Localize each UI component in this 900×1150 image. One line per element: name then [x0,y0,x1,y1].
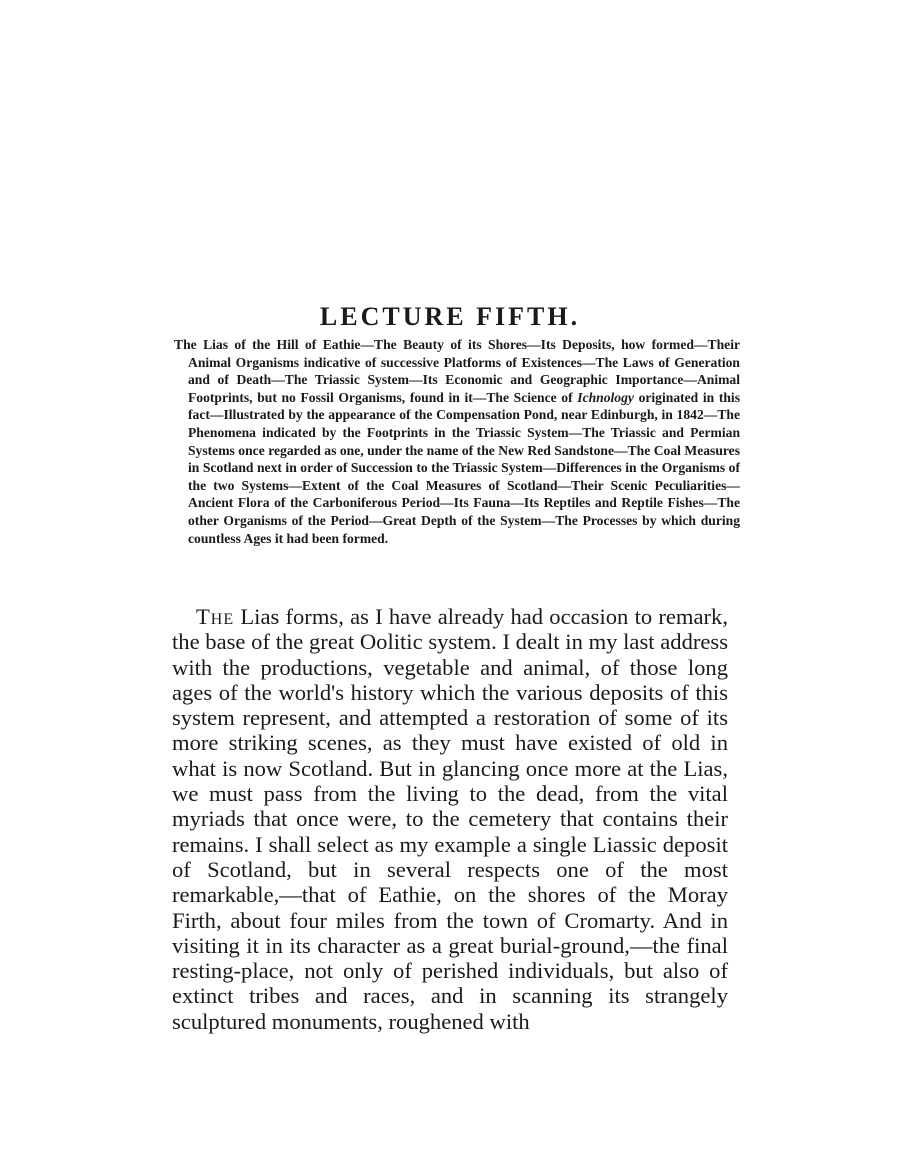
body-paragraph [172,604,728,1034]
body-paragraph-text: Lias forms, as I have already had occasion to remark, the base of the great Oolitic system. I dealt in my last address with the productions, vegetable and animal, of those long ages of the world's history which the various deposits of this system represent, and attempted a restoration of some of its more striking scenes, as they must have existed of old in what is now Scotland. But in glancing once more at the Lias, we must pass from the living to the dead, from the vital myriads that once were, to the cemetery that contains their remains. I shall select as my example a single Liassic deposit of Scotland, but in several respects one of the most remarkable,—that of Eathie, on the shores of the Moray Firth, about four miles from the town of Cromarty. And in visiting it in its character as a great burial-ground,—the final resting-place, not only of perished individuals, but also of extinct tribes and races, and in scanning its strangely sculptured monuments, roughened with [172,604,728,1034]
summary-text-end: originated in this fact—Illustrated by the appearance of the Compensation Pond, near Edinburgh, in 1842—The Phenomena indicated by the Footprints in the Triassic System—The Triassic and Permian Systems once regarded as one, under the name of the New Red Sandstone—The Coal Measures in Scotland next in order of Succession to the Triassic System—Differences in the Organisms of the two Systems—Extent of the Coal Measures of Scotland—Their Scenic Peculiarities—Ancient Flora of the Carboniferous Period—Its Fauna—Its Reptiles and Reptile Fishes—The other Organisms of the Period—Great Depth of the System—The Processes by which during countless Ages it had been formed. [188,389,740,546]
body-lead-word: The [196,604,235,629]
summary-text-start: The Lias of the Hill of Eathie—The Beauty of its Shores—Its Deposits, how formed—Their Animal Organisms indicative of successive Platforms of Existences—The Laws of Generation and of Death—The Triassic System—Its Economic and Geographic Importance—Animal Footprints, but no Fossil Organisms, found in it—The Science of [174,337,740,405]
chapter-summary [174,336,740,547]
lecture-heading: LECTURE FIFTH. [319,302,581,332]
summary-italic-term: Ichnology [577,389,634,405]
